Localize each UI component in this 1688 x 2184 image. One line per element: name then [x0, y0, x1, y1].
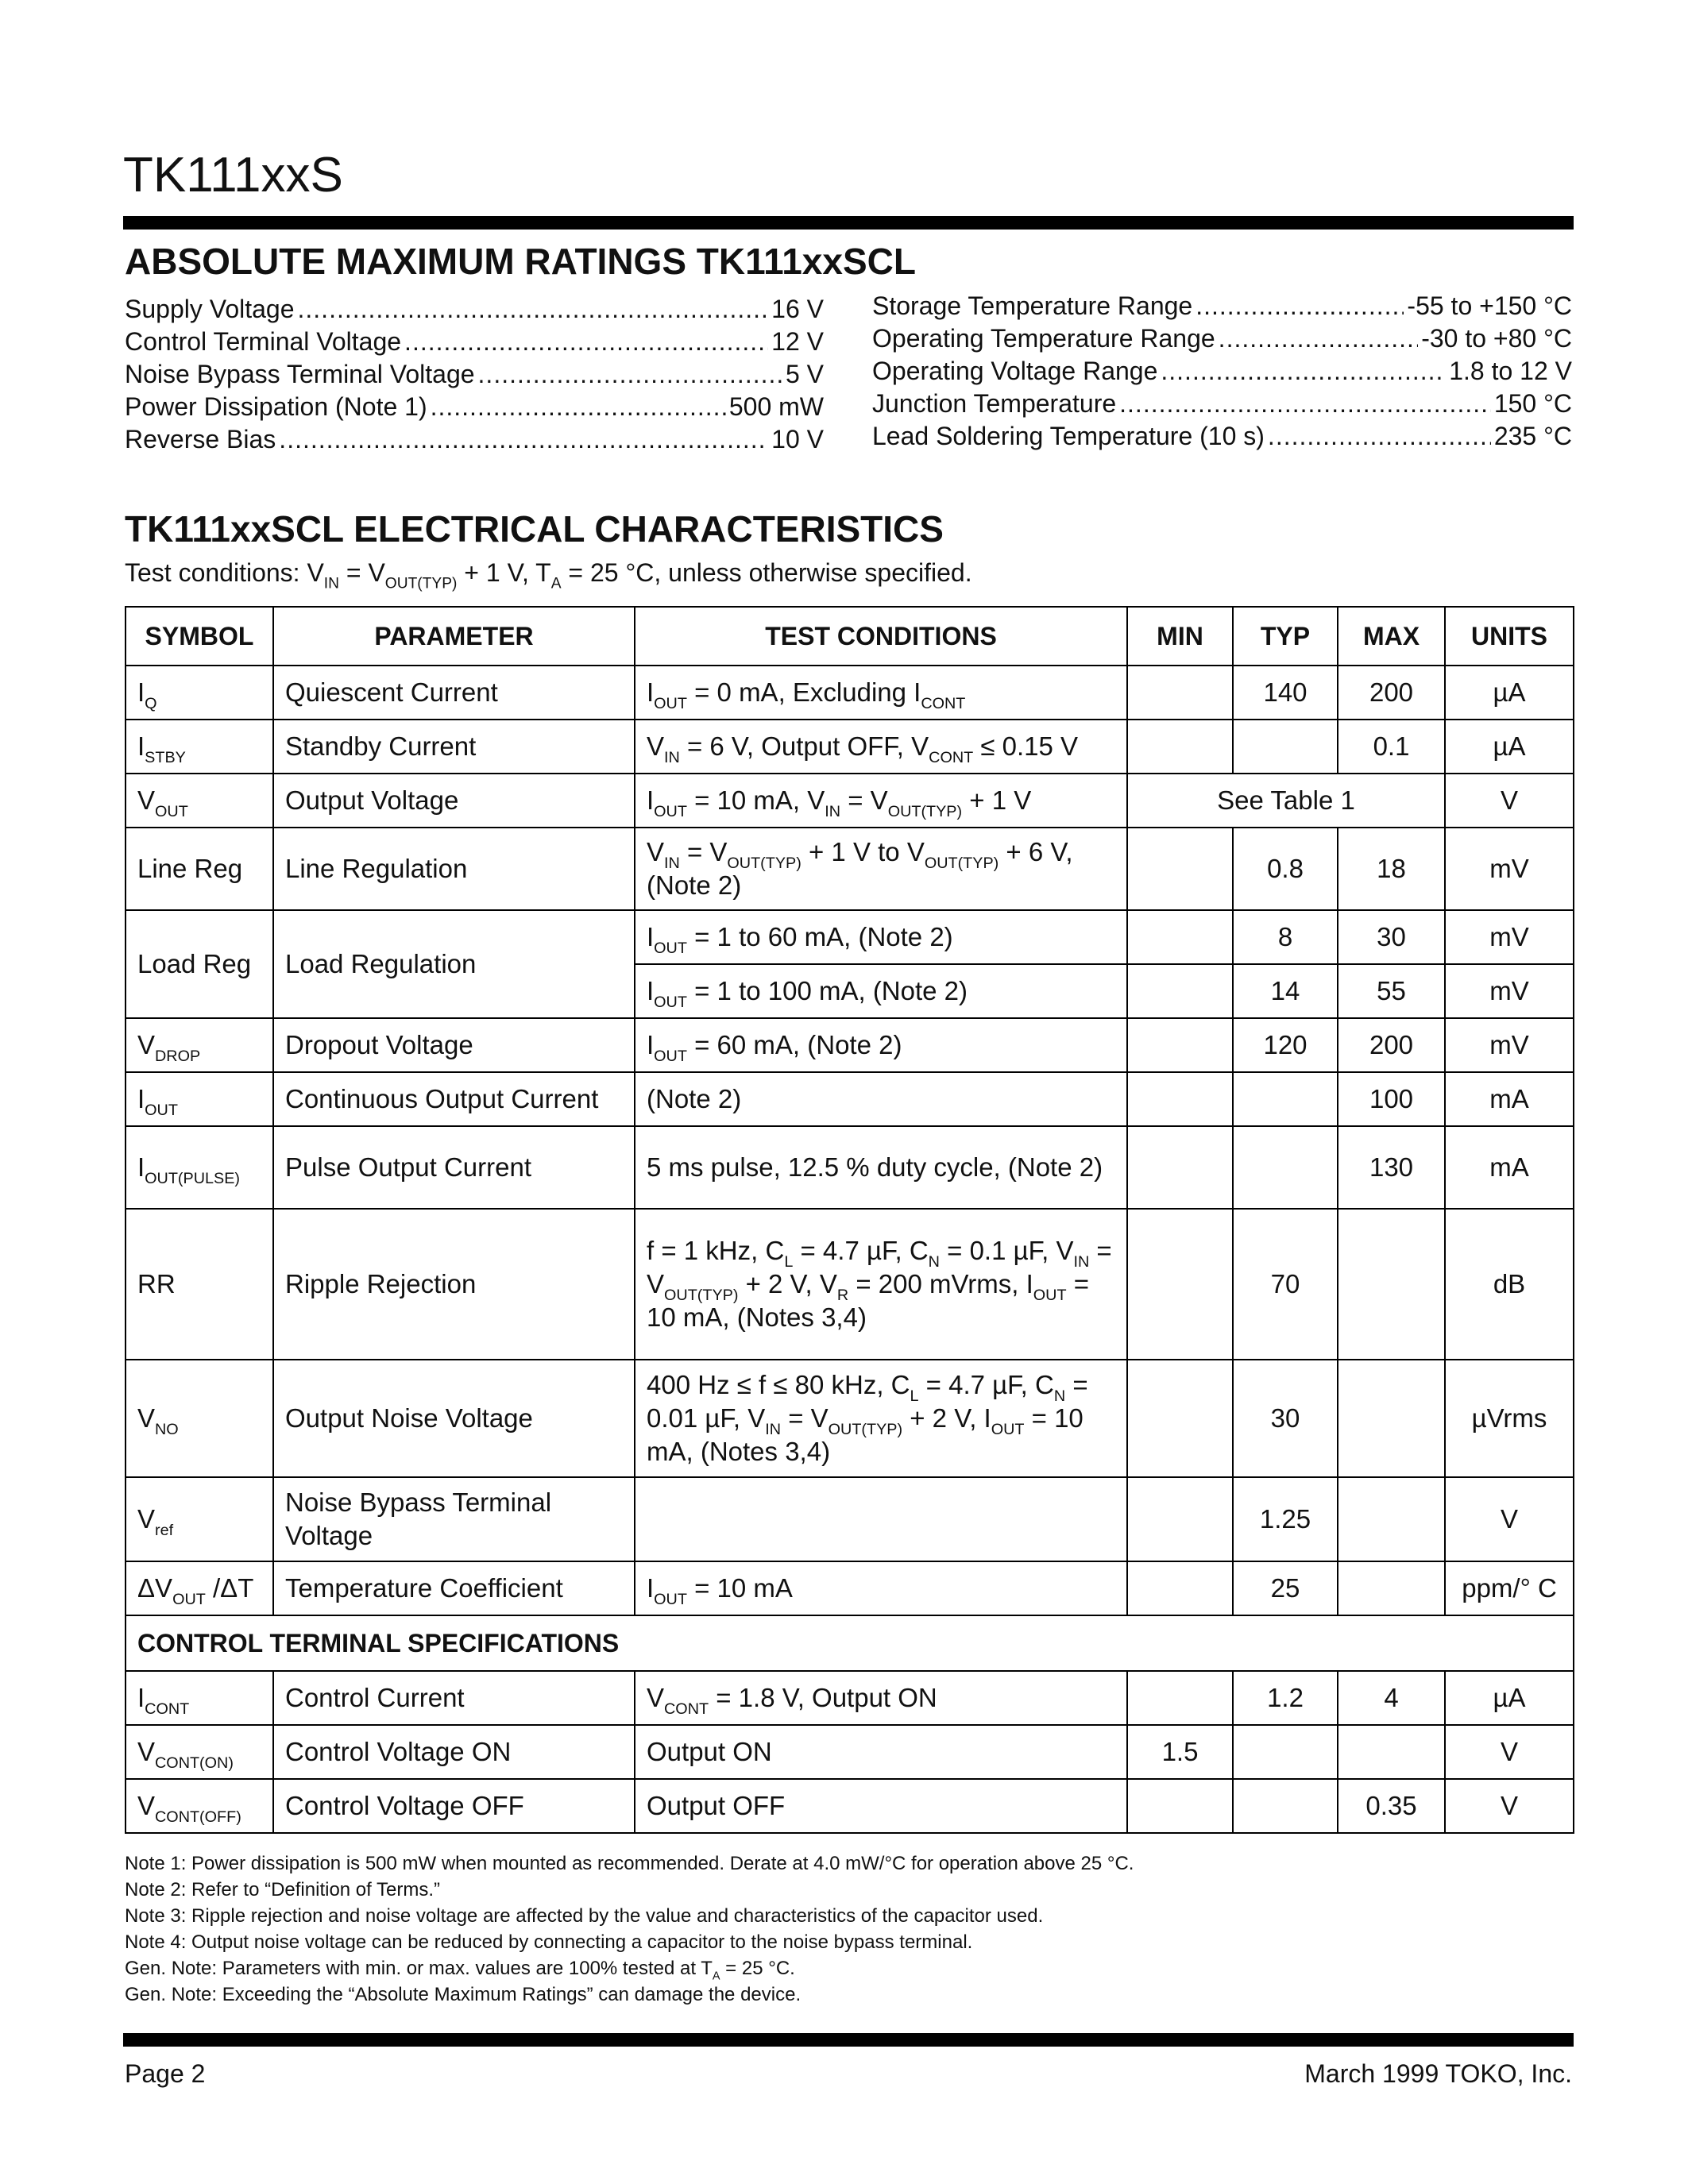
- cell-max: 4: [1338, 1671, 1445, 1725]
- cell-conditions: $V_{IN} = 6$ V, Output OFF, $V_{CONT} \le 0.15$ V: [635, 720, 1127, 774]
- cell-units: mA: [1445, 1072, 1574, 1126]
- rating-control-terminal-voltage: [125, 329, 824, 354]
- cell-symbol: $V_{NO}$: [126, 1360, 273, 1477]
- note-line: Gen. Note: Exceeding the “Absolute Maximum Ratings” can damage the device.: [125, 1984, 802, 2005]
- header-symbol: SYMBOL: [126, 607, 273, 666]
- cell-parameter: Noise Bypass Terminal Voltage: [273, 1477, 635, 1561]
- rating-noise-bypass-voltage: [125, 361, 824, 387]
- rating-value: 5 V: [785, 360, 824, 388]
- cell-conditions: $I_{OUT} = 60$ mA, (Note 2): [635, 1018, 1127, 1072]
- cell-symbol: $V_{CONT(ON)}$: [126, 1725, 273, 1779]
- cell-max: 130: [1338, 1126, 1445, 1209]
- table-row: [126, 828, 1574, 910]
- cell-units: mV: [1445, 964, 1574, 1018]
- cell-units: dB: [1445, 1209, 1574, 1360]
- cell-typ: [1233, 1779, 1338, 1833]
- cell-min: [1127, 1126, 1233, 1209]
- rating-value: 10 V: [771, 425, 824, 453]
- cell-conditions: $I_{OUT} = 1$ to 100 mA, (Note 2): [635, 964, 1127, 1018]
- cell-conditions: $I_{OUT} = 0$ mA, Excluding $I_{CONT}$: [635, 666, 1127, 720]
- cell-typ: [1233, 1126, 1338, 1209]
- cell-parameter: Control Current: [273, 1671, 635, 1725]
- footer-company: March 1999 TOKO, Inc.: [1304, 2059, 1572, 2088]
- cell-units: mV: [1445, 910, 1574, 964]
- cell-see-table: See Table 1: [1127, 774, 1445, 828]
- cell-symbol: $\Delta V_{OUT}$ /ΔT: [126, 1561, 273, 1615]
- rating-power-dissipation: [125, 394, 824, 419]
- top-rule: [123, 216, 1574, 230]
- section-control-terminal: CONTROL TERMINAL SPECIFICATIONS: [126, 1615, 1574, 1671]
- cell-typ: 1.25: [1233, 1477, 1338, 1561]
- rating-value: 16 V: [771, 295, 824, 323]
- cell-typ: [1233, 1725, 1338, 1779]
- cell-conditions: 5 ms pulse, 12.5 % duty cycle, (Note 2): [635, 1126, 1127, 1209]
- cell-max: 100: [1338, 1072, 1445, 1126]
- cell-symbol: $V_{DROP}$: [126, 1018, 273, 1072]
- cell-parameter: Pulse Output Current: [273, 1126, 635, 1209]
- cell-typ: [1233, 1072, 1338, 1126]
- header-min: MIN: [1127, 607, 1233, 666]
- cell-conditions: $I_{OUT} = 10$ mA: [635, 1561, 1127, 1615]
- rating-label: Operating Temperature Range: [872, 324, 1215, 353]
- cell-symbol: $V_{ref}$: [126, 1477, 273, 1561]
- cell-parameter: Output Noise Voltage: [273, 1360, 635, 1477]
- cell-conditions: $I_{OUT} = 1$ to 60 mA, (Note 2): [635, 910, 1127, 964]
- rating-operating-voltage: [872, 358, 1572, 384]
- cell-parameter: Standby Current: [273, 720, 635, 774]
- cell-symbol: $V_{CONT(OFF)}$: [126, 1779, 273, 1833]
- cell-max: 30: [1338, 910, 1445, 964]
- cell-symbol: Load Reg: [126, 910, 273, 1018]
- cell-typ: 120: [1233, 1018, 1338, 1072]
- cell-max: 0.1: [1338, 720, 1445, 774]
- cell-parameter: Output Voltage: [273, 774, 635, 828]
- rating-value: 150 °C: [1493, 389, 1572, 418]
- rating-value: -55 to +150 °C: [1407, 291, 1572, 320]
- cell-max: [1338, 1725, 1445, 1779]
- rating-storage-temperature: [872, 293, 1572, 318]
- cell-parameter: Continuous Output Current: [273, 1072, 635, 1126]
- cell-min: [1127, 666, 1233, 720]
- cell-typ: 30: [1233, 1360, 1338, 1477]
- cell-symbol: RR: [126, 1209, 273, 1360]
- table-row: [126, 910, 1574, 964]
- cell-typ: [1233, 720, 1338, 774]
- cell-parameter: Line Regulation: [273, 828, 635, 910]
- cell-max: 18: [1338, 828, 1445, 910]
- note-line: Note 3: Ripple rejection and noise voltage are affected by the value and characteristics of the capacitor used.: [125, 1905, 1044, 1927]
- header-units: UNITS: [1445, 607, 1574, 666]
- cell-conditions: Output OFF: [635, 1779, 1127, 1833]
- cell-conditions: Output ON: [635, 1725, 1127, 1779]
- cell-min: [1127, 1072, 1233, 1126]
- cell-typ: 70: [1233, 1209, 1338, 1360]
- cell-units: µA: [1445, 666, 1574, 720]
- rating-reverse-bias: [125, 426, 824, 452]
- cell-parameter: Ripple Rejection: [273, 1209, 635, 1360]
- cell-symbol: $I_Q$: [126, 666, 273, 720]
- table-row: [126, 1072, 1574, 1126]
- ec-heading: TK111xxSCL ELECTRICAL CHARACTERISTICS: [125, 508, 944, 550]
- cell-conditions: (Note 2): [635, 1072, 1127, 1126]
- cell-max: [1338, 1477, 1445, 1561]
- cell-typ: 0.8: [1233, 828, 1338, 910]
- rating-label: Control Terminal Voltage: [125, 327, 402, 356]
- electrical-characteristics-table: [125, 606, 1574, 1834]
- cell-min: [1127, 964, 1233, 1018]
- cell-conditions: $V_{IN} = V_{OUT(TYP)} + 1$ V to $V_{OUT(TYP)} + 6$ V, (Note 2): [635, 828, 1127, 910]
- cell-max: [1338, 1360, 1445, 1477]
- cell-parameter: Dropout Voltage: [273, 1018, 635, 1072]
- cell-max: [1338, 1209, 1445, 1360]
- cell-typ: 14: [1233, 964, 1338, 1018]
- cell-symbol: Line Reg: [126, 828, 273, 910]
- cell-symbol: $V_{OUT}$: [126, 774, 273, 828]
- table-row: [126, 1561, 1574, 1615]
- table-row: [126, 1360, 1574, 1477]
- table-row: [126, 1126, 1574, 1209]
- note-line: Note 4: Output noise voltage can be reduced by connecting a capacitor to the noise bypass terminal.: [125, 1931, 973, 1953]
- cell-min: [1127, 1209, 1233, 1360]
- header-max: MAX: [1338, 607, 1445, 666]
- cell-typ: 8: [1233, 910, 1338, 964]
- note-line: Note 1: Power dissipation is 500 mW when mounted as recommended. Derate at 4.0 mW/°C for operation above 25 °C.: [125, 1853, 1134, 1874]
- table-row: [126, 1779, 1574, 1833]
- rating-label: Supply Voltage: [125, 295, 295, 323]
- rating-label: Operating Voltage Range: [872, 357, 1158, 385]
- cell-units: V: [1445, 774, 1574, 828]
- cell-min: [1127, 1360, 1233, 1477]
- cell-min: [1127, 1018, 1233, 1072]
- cell-conditions: $I_{OUT} = 10$ mA, $V_{IN} = V_{OUT(TYP)} + 1$ V: [635, 774, 1127, 828]
- cell-max: 0.35: [1338, 1779, 1445, 1833]
- amr-heading: ABSOLUTE MAXIMUM RATINGS TK111xxSCL: [125, 241, 916, 282]
- cell-symbol: $I_{OUT}$: [126, 1072, 273, 1126]
- cell-min: [1127, 910, 1233, 964]
- table-row: [126, 1477, 1574, 1561]
- rating-value: 12 V: [771, 327, 824, 356]
- cell-typ: 140: [1233, 666, 1338, 720]
- cell-max: 200: [1338, 666, 1445, 720]
- rating-value: 500 mW: [728, 392, 824, 421]
- document-title: TK111xxS: [123, 148, 343, 203]
- cell-min: [1127, 1561, 1233, 1615]
- cell-max: 200: [1338, 1018, 1445, 1072]
- table-row: [126, 1671, 1574, 1725]
- rating-operating-temperature: [872, 326, 1572, 351]
- cell-min: [1127, 720, 1233, 774]
- header-test-conditions: TEST CONDITIONS: [635, 607, 1127, 666]
- rating-label: Storage Temperature Range: [872, 291, 1193, 320]
- cell-units: V: [1445, 1779, 1574, 1833]
- cell-units: V: [1445, 1725, 1574, 1779]
- notes-block: [125, 1850, 1134, 2008]
- cell-units: mV: [1445, 1018, 1574, 1072]
- rating-label: Power Dissipation (Note 1): [125, 392, 427, 421]
- header-parameter: PARAMETER: [273, 607, 635, 666]
- rating-lead-soldering: [872, 423, 1572, 449]
- test-conditions: Test conditions: $V_{IN} = V_{OUT(TYP)} + 1$ V, $T_A = 25$ °C, unless otherwise specified.: [125, 558, 972, 592]
- cell-min: [1127, 1477, 1233, 1561]
- cell-parameter: Control Voltage ON: [273, 1725, 635, 1779]
- cell-parameter: Control Voltage OFF: [273, 1779, 635, 1833]
- cell-units: µA: [1445, 720, 1574, 774]
- section-row: [126, 1615, 1574, 1671]
- cell-units: ppm/° C: [1445, 1561, 1574, 1615]
- cell-units: µA: [1445, 1671, 1574, 1725]
- note-line: Note 2: Refer to “Definition of Terms.”: [125, 1879, 441, 1900]
- cell-parameter: Quiescent Current: [273, 666, 635, 720]
- cell-symbol: $I_{OUT(PULSE)}$: [126, 1126, 273, 1209]
- cell-units: mA: [1445, 1126, 1574, 1209]
- cell-conditions: f = 1 kHz, $C_L = 4.7$ µF, $C_N = 0.1$ µF, $V_{IN} = V_{OUT(TYP)} + 2$ V, $V_R = 200$ mVrms, $I_{OUT} = 10$ mA, (Notes 3,4): [635, 1209, 1127, 1360]
- table-row: [126, 1209, 1574, 1360]
- rating-label: Noise Bypass Terminal Voltage: [125, 360, 475, 388]
- cell-max: [1338, 1561, 1445, 1615]
- cell-symbol: $I_{CONT}$: [126, 1671, 273, 1725]
- table-row: [126, 1018, 1574, 1072]
- table-row: [126, 720, 1574, 774]
- cell-typ: 1.2: [1233, 1671, 1338, 1725]
- rating-value: 1.8 to 12 V: [1449, 357, 1572, 385]
- cell-max: 55: [1338, 964, 1445, 1018]
- rating-label: Junction Temperature: [872, 389, 1117, 418]
- rating-supply-voltage: [125, 296, 824, 322]
- cell-parameter: Load Regulation: [273, 910, 635, 1018]
- cell-min: 1.5: [1127, 1725, 1233, 1779]
- cell-conditions: $V_{CONT} = 1.8$ V, Output ON: [635, 1671, 1127, 1725]
- cell-min: [1127, 828, 1233, 910]
- table-row: [126, 1725, 1574, 1779]
- header-typ: TYP: [1233, 607, 1338, 666]
- rating-value: -30 to +80 °C: [1421, 324, 1572, 353]
- cell-min: [1127, 1779, 1233, 1833]
- rating-value: 235 °C: [1493, 422, 1572, 450]
- cell-units: V: [1445, 1477, 1574, 1561]
- rating-junction-temperature: [872, 391, 1572, 416]
- table-row: [126, 774, 1574, 828]
- table-row: [126, 666, 1574, 720]
- cell-min: [1127, 1671, 1233, 1725]
- cell-units: µVrms: [1445, 1360, 1574, 1477]
- bottom-rule: [123, 2033, 1574, 2047]
- note-line: Gen. Note: Parameters with min. or max. values are 100% tested at $T_A = 25$ °C.: [125, 1958, 795, 1983]
- cell-conditions: [635, 1477, 1127, 1561]
- cell-parameter: Temperature Coefficient: [273, 1561, 635, 1615]
- cell-symbol: $I_{STBY}$: [126, 720, 273, 774]
- footer-page-number: Page 2: [125, 2059, 206, 2088]
- cell-typ: 25: [1233, 1561, 1338, 1615]
- rating-label: Reverse Bias: [125, 425, 276, 453]
- rating-label: Lead Soldering Temperature (10 s): [872, 422, 1265, 450]
- cell-units: mV: [1445, 828, 1574, 910]
- cell-conditions: 400 Hz ≤ f ≤ 80 kHz, $C_L = 4.7$ µF, $C_N = 0.01$ µF, $V_{IN} = V_{OUT(TYP)} + 2$ V, $I_{OUT} = 10$ mA, (Notes 3,4): [635, 1360, 1127, 1477]
- table-header-row: [126, 607, 1574, 666]
